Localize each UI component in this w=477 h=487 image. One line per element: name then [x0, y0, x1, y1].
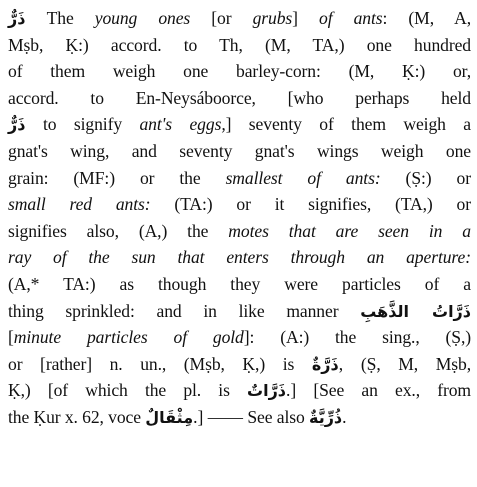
text-run: (TA:) or it signifies, (TA,) or	[150, 194, 471, 215]
arabic-term: ذَرَّةٌ	[311, 354, 339, 374]
text-run: to signify	[25, 114, 140, 135]
arabic-term: ذَرَّاتٌ	[247, 381, 287, 401]
text-run: the Ḳur x. 62, voce	[8, 406, 146, 427]
text-run: accord. to En-Neysáboorce, [who perhaps held	[8, 87, 471, 108]
text-line	[8, 351, 471, 378]
arabic-term: ذَرَّاتُ الذَّهَبِ	[360, 301, 471, 321]
text-run: [	[8, 327, 14, 348]
text-run: thing sprinkled: and in like manner	[8, 300, 361, 321]
text-run: The	[25, 8, 95, 28]
text-run: .] [See an ex., from	[286, 380, 471, 401]
text-run: ]	[292, 8, 320, 28]
text-line	[8, 218, 471, 245]
text-line	[8, 138, 471, 165]
italic-gloss: young ones	[94, 8, 191, 28]
arabic-term: مِثْقَالٌ	[145, 407, 194, 427]
text-run: Ḳ,) [of which the pl. is	[8, 380, 248, 401]
text-line	[8, 5, 471, 32]
text-run: (Ṣ:) or	[380, 167, 471, 188]
text-line	[8, 271, 471, 298]
text-run: , (Ṣ, M, Mṣb,	[338, 353, 471, 374]
text-line	[8, 191, 471, 218]
text-run: (A,* TA:) as though they were particles of a	[8, 273, 471, 294]
text-line	[8, 85, 471, 112]
italic-gloss: of ants	[319, 8, 383, 28]
arabic-term: ذُرِّيَّةٌ	[308, 407, 343, 427]
italic-gloss: minute particles of gold	[13, 327, 244, 348]
italic-gloss: small red ants:	[8, 194, 151, 215]
italic-gloss: ray of the sun that enters through an aperture:	[8, 247, 471, 268]
text-line	[8, 244, 471, 271]
italic-gloss: smallest of ants:	[225, 167, 381, 188]
text-run: [or	[190, 8, 253, 28]
text-line	[8, 58, 471, 85]
text-line	[8, 165, 471, 192]
text-run: signifies also, (A,) the	[8, 220, 229, 241]
text-line	[8, 32, 471, 59]
italic-gloss: grubs	[252, 8, 293, 28]
text-run: ] seventy of them weigh a	[225, 114, 471, 135]
text-run: ]: (A:) the sing., (Ṣ,)	[243, 327, 472, 348]
text-run: grain: (MF:) or the	[8, 167, 226, 188]
text-line	[8, 298, 471, 325]
text-run: : (M, A,	[382, 8, 472, 28]
italic-gloss: ant's eggs,	[139, 114, 226, 135]
text-run: Mṣb, Ḳ:) accord. to Th, (M, TA,) one hundred	[8, 34, 471, 55]
arabic-term: ذَرٌّ	[8, 115, 26, 135]
text-line	[8, 377, 471, 404]
text-run: or [rather] n. un., (Mṣb, Ḳ,) is	[8, 353, 312, 374]
text-run: .	[342, 406, 347, 427]
text-run: of them weigh one barley-corn: (M, Ḳ:) or,	[8, 61, 471, 82]
italic-gloss: motes that are seen in a	[228, 220, 471, 241]
text-line	[8, 324, 471, 351]
text-run: .] ―― See also	[193, 406, 309, 427]
arabic-term: ذَرٌّ	[8, 9, 26, 28]
text-line	[8, 404, 471, 431]
text-line	[8, 111, 471, 138]
text-run: gnat's wing, and seventy gnat's wings weigh one	[8, 140, 471, 161]
